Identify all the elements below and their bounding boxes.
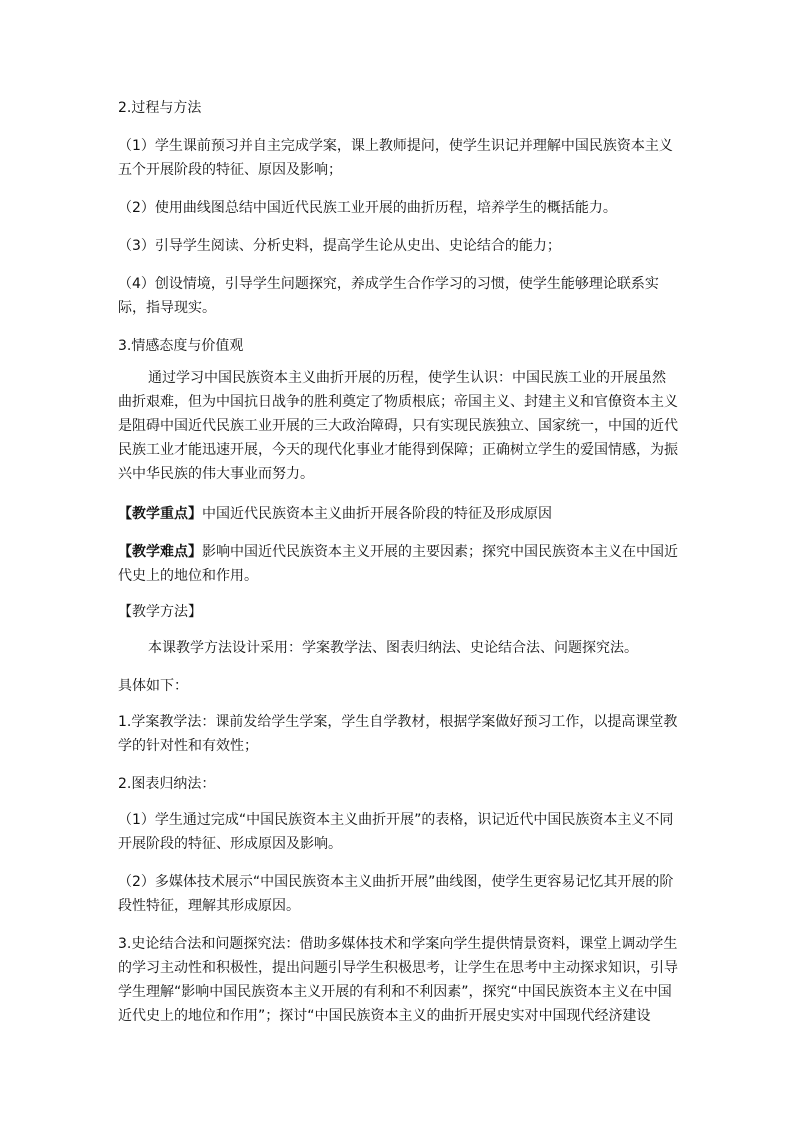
method-chart-summary-1: （1）学生通过完成“中国民族资本主义曲折开展”的表格，识记近代中国民族资本主义不同开展阶段的特征、形成原因及影响。 [118, 812, 674, 852]
teaching-key-point [118, 502, 678, 526]
paragraph-attitude-values: 通过学习中国民族资本主义曲折开展的历程，使学生认识：中国民族工业的开展虽然曲折艰难，但为中国抗日战争的胜利奠定了物质根底；帝国主义、封建主义和官僚资本主义是阻碍中国近代民族工业开展的三大政治障碍，只有实现民族独立、国家统一，中国的近代民族工业才能迅速开展，今天的现代化事业才能得到保障；正确树立学生的爱国情感，为振兴中华民族的伟大事业而努力。 [118, 370, 678, 482]
paragraph-process-2: （2）使用曲线图总结中国近代民族工业开展的曲折历程，培养学生的概括能力。 [118, 200, 617, 216]
teaching-difficulty [118, 540, 678, 588]
teaching-key-text: 中国近代民族资本主义曲折开展各阶段的特征及形成原因 [202, 506, 552, 522]
teaching-difficulty-label: 【教学难点】 [118, 544, 202, 560]
teaching-difficulty-text: 影响中国近代民族资本主义开展的主要因素；探究中国民族资本主义在中国近代史上的地位和作用。 [118, 544, 678, 584]
paragraph-process-4: （4）创设情境，引导学生问题探究，养成学生合作学习的习惯，使学生能够理论联系实际，指导现实。 [118, 276, 659, 316]
section-heading-process-method: 2.过程与方法 [118, 100, 202, 116]
method-case-teaching: 1.学案教学法：课前发给学生学案，学生自学教材，根据学案做好预习工作，以提高课堂教学的针对性和有效性； [118, 714, 678, 754]
section-heading-attitude-values: 3.情感态度与价值观 [118, 338, 244, 354]
paragraph-process-3: （3）引导学生阅读、分析史料，提高学生论从史出、史论结合的能力； [118, 238, 561, 254]
method-chart-summary-heading: 2.图表归纳法： [118, 776, 216, 792]
method-history-inquiry: 3.史论结合法和问题探究法：借助多媒体技术和学案向学生提供情景资料，课堂上调动学生的学习主动性和积极性，提出问题引导学生积极思考，让学生在思考中主动探求知识，引导学生理解“影响中国民族资本主义开展的有利和不利因素”，探究“中国民族资本主义在中国近代史上的地位和作用”；探讨“中国民族资本主义的曲折开展史实对中国现代经济建设 [118, 936, 678, 1024]
teaching-method-summary: 本课教学方法设计采用：学案教学法、图表归纳法、史论结合法、问题探究法。 [148, 640, 638, 656]
paragraph-process-1: （1）学生课前预习并自主完成学案，课上教师提问，使学生识记并理解中国民族资本主义五个开展阶段的特征、原因及影响； [118, 138, 673, 178]
teaching-method-detail-intro: 具体如下： [118, 678, 188, 694]
method-chart-summary-2: （2）多媒体技术展示“中国民族资本主义曲折开展”曲线图，使学生更容易记忆其开展的阶段性特征，理解其形成原因。 [118, 874, 674, 914]
teaching-key-label: 【教学重点】 [118, 506, 202, 522]
teaching-method-heading: 【教学方法】 [118, 604, 202, 620]
